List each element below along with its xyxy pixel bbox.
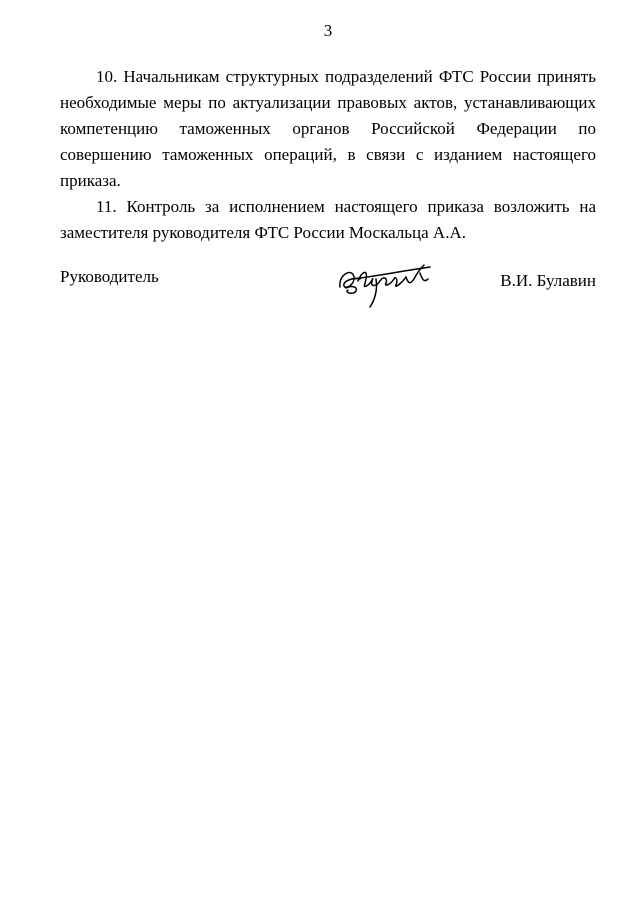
paragraph-11: 11. Контроль за исполнением настоящего приказа возложить на заместителя руководителя ФТС России Москальца А.А. — [60, 197, 596, 242]
document-body — [60, 64, 596, 246]
handwritten-signature — [332, 257, 452, 315]
page-number: 3 — [323, 21, 333, 40]
signatory-title: Руководитель — [60, 267, 159, 286]
signatory-name: В.И. Булавин — [500, 271, 596, 290]
paragraph-10: 10. Начальникам структурных подразделений ФТС России принять необходимые меры по актуализации правовых актов, устанавливающих компетенцию таможенных органов Российской Федерации по совершению таможенных операций, в связи с изданием настоящего приказа. — [60, 67, 596, 190]
signature-block — [60, 265, 596, 325]
